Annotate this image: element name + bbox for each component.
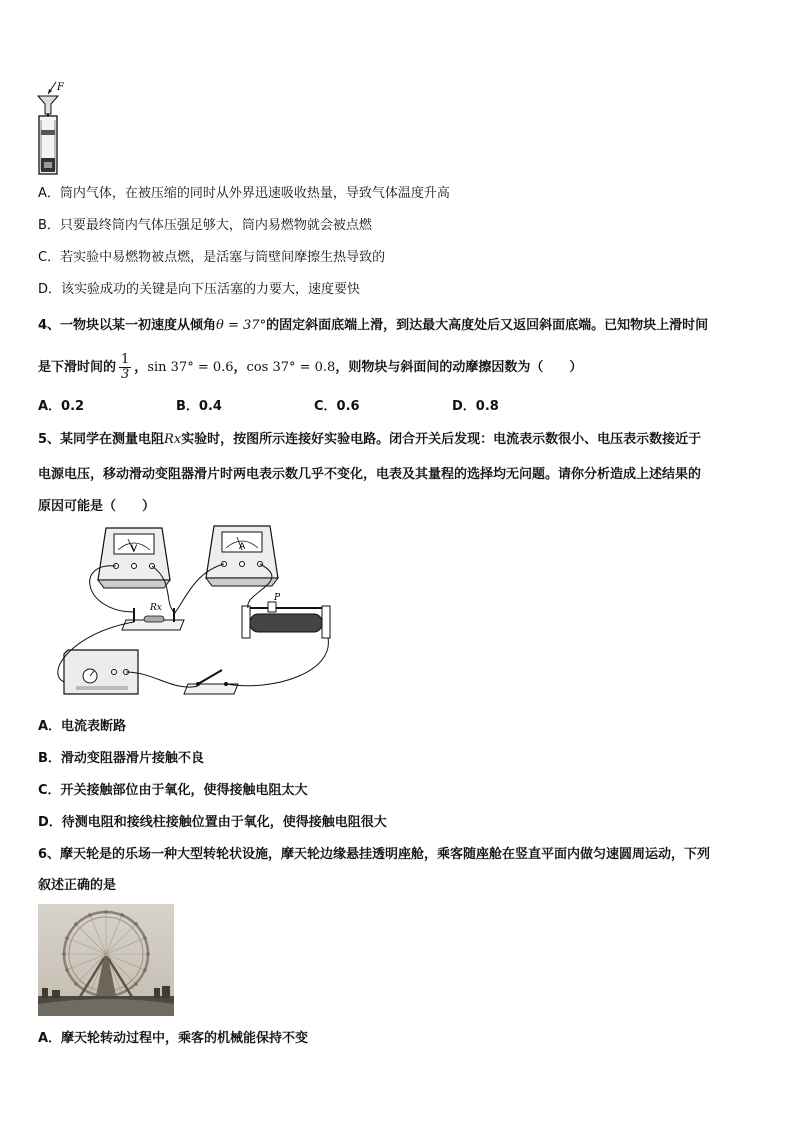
q4-option-a: A．0.2 <box>38 399 85 414</box>
q6-option-a: A．摩天轮转动过程中，乘客的机械能保持不变 <box>38 1031 309 1046</box>
q4-stem-text-4: ，则物块与斜面间的动摩擦因数为（ ） <box>335 360 583 375</box>
ammeter <box>206 526 278 586</box>
fraction-numerator: 1 <box>121 352 130 367</box>
q5-stem-line3: 原因可能是（ ） <box>38 499 156 514</box>
q5-option-c: C．开关接触部位由于氧化，使得接触电阻太大 <box>38 783 308 798</box>
q4-cos-formula: cos 37° = 0.8 <box>246 360 336 375</box>
q4-stem-text: 4、一物块以某一初速度从倾角 <box>38 318 217 333</box>
q5-option-d: D．待测电阻和接线柱接触位置由于氧化，使得接触电阻很大 <box>38 815 387 830</box>
rheostat <box>242 593 330 638</box>
force-label: F <box>57 82 64 93</box>
q4-option-b: B．0.4 <box>176 399 222 414</box>
q3-option-b: B．只要最终筒内气体压强足够大，筒内易燃物就会被点燃 <box>38 218 372 233</box>
q4-stem-text-3: 是下滑时间的 <box>38 360 117 375</box>
q4-stem-line2 <box>38 352 582 384</box>
q6-stem-line1: 6、摩天轮是的乐场一种大型转轮状设施，摩天轮边缘悬挂透明座舱，乘客随座舱在竖直平面内做匀速圆周运动，下列 <box>38 847 711 862</box>
q4-comma-2: ， <box>233 360 247 375</box>
q4-stem-line1 <box>38 317 708 335</box>
q6-stem-line2: 叙述正确的是 <box>38 878 117 893</box>
q3-option-c: C．若实验中易燃物被点燃，是活塞与筒壁间摩擦生热导致的 <box>38 250 386 265</box>
q3-option-d: D．该实验成功的关键是向下压活塞的力要大，速度要快 <box>38 282 361 297</box>
ferris-wheel-photo <box>38 904 174 1016</box>
q4-stem-text-2: 的固定斜面底端上滑，到达最大高度处后又返回斜面底端。已知物块上滑时间 <box>266 318 709 333</box>
q5-option-a: A．电流表断路 <box>38 719 127 734</box>
q4-sin-formula: sin 37° = 0.6 <box>147 360 234 375</box>
q4-option-d: D．0.8 <box>452 399 499 414</box>
q5-stem-text: 5、某同学在测量电阻 <box>38 432 165 447</box>
q5-rx-symbol: Rx <box>164 432 182 447</box>
rx-label: Rx <box>150 603 162 613</box>
ammeter-label: A <box>239 542 246 552</box>
resistor-rx <box>122 603 184 630</box>
q5-stem-line2: 电源电压，移动滑动变阻器滑片时两电表示数几乎不变化，电表及其量程的选择均无问题。请你分析造成上述结果的 <box>38 467 702 482</box>
voltmeter <box>98 528 170 588</box>
circuit-figure <box>34 522 344 712</box>
slider-p-label: P <box>274 593 281 603</box>
voltmeter-label: V <box>131 544 138 554</box>
q4-option-c: C．0.6 <box>314 399 360 414</box>
q5-option-b: B．滑动变阻器滑片接触不良 <box>38 751 204 766</box>
q5-stem-text-2: 实验时，按图所示连接好实验电路。闭合开关后发现：电流表示数很小、电压表示数接近于 <box>181 432 702 447</box>
q4-angle-formula: θ = 37° <box>216 318 267 333</box>
piston-cylinder-figure <box>32 80 72 176</box>
switch <box>184 670 238 694</box>
fraction-denominator: 3 <box>121 367 130 382</box>
q5-stem-line1 <box>38 431 701 449</box>
q4-fraction <box>119 353 131 382</box>
q4-comma: ， <box>134 360 148 375</box>
q3-option-a: A．筒内气体，在被压缩的同时从外界迅速吸收热量，导致气体温度升高 <box>38 186 450 201</box>
